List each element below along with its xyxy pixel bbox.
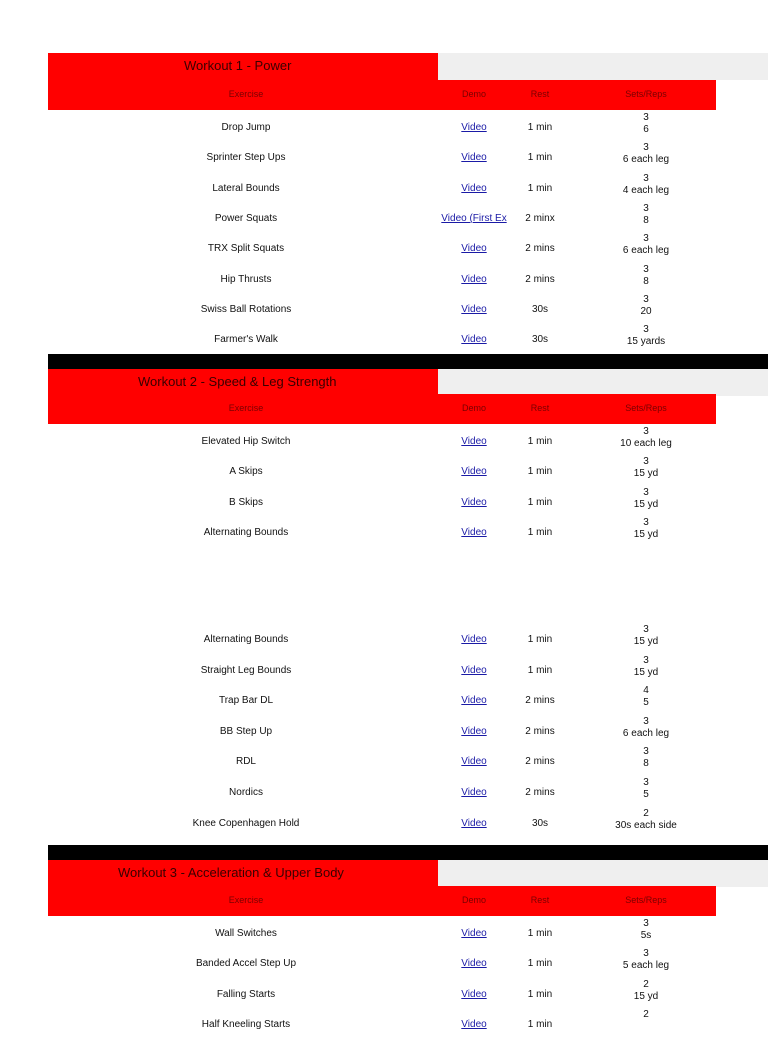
- sets-reps: [596, 112, 696, 136]
- demo-video-link[interactable]: Video (First Ex: [441, 212, 507, 224]
- workout-2-title-bar: [48, 369, 716, 396]
- table-row: [48, 1009, 716, 1039]
- sets-count: 3: [643, 293, 649, 305]
- sets-reps: [596, 685, 696, 709]
- sets-count: 3: [643, 948, 649, 960]
- reps-count: 4 each leg: [622, 184, 670, 196]
- rest-time: 1 min: [527, 466, 553, 478]
- rest-time: 1 min: [527, 664, 553, 676]
- rest-time: 30s: [531, 303, 549, 315]
- sets-reps: [596, 142, 696, 166]
- header-rest: Rest: [530, 403, 550, 413]
- sets-count: 3: [643, 624, 649, 635]
- reps-count: 6 each leg: [622, 154, 670, 166]
- sets-reps: [596, 808, 696, 832]
- rest-time: 1 min: [527, 152, 553, 164]
- sets-reps: [596, 173, 696, 197]
- sets-reps: [596, 264, 696, 288]
- table-row: [48, 685, 716, 715]
- workout-2-header: [48, 394, 716, 424]
- reps-count: 10 each leg: [620, 438, 672, 449]
- rest-time: 1 min: [527, 988, 553, 1000]
- reps-count: 6 each leg: [622, 727, 670, 739]
- reps-count: 5: [643, 697, 649, 709]
- section-divider: [48, 845, 768, 860]
- reps-count: 8: [643, 275, 649, 287]
- exercise-name: Knee Copenhagen Hold: [192, 817, 300, 829]
- sets-reps: [596, 655, 696, 679]
- sets-reps: [596, 918, 696, 942]
- sets-count: 3: [643, 324, 649, 336]
- sets-count: 3: [643, 142, 649, 154]
- sets-count: 3: [643, 263, 649, 275]
- demo-video-link[interactable]: Video: [461, 182, 487, 194]
- reps-count: 15 yd: [633, 636, 659, 647]
- rest-time: 30s: [531, 334, 549, 346]
- workout-3-header: [48, 886, 716, 916]
- exercise-name: Drop Jump: [221, 122, 271, 133]
- demo-video-link[interactable]: Video: [461, 243, 487, 255]
- table-row: [48, 979, 716, 1009]
- header-exercise: Exercise: [228, 403, 264, 413]
- workout-1-header: [48, 80, 716, 110]
- sets-reps: [596, 624, 696, 648]
- exercise-name: Trap Bar DL: [218, 695, 274, 707]
- sets-reps: [596, 1009, 696, 1021]
- exercise-name: B Skips: [229, 496, 263, 508]
- demo-video-link[interactable]: Video: [461, 988, 487, 1000]
- header-exercise: Exercise: [228, 89, 264, 99]
- header-sets: Sets/Reps: [625, 89, 667, 99]
- workout-1-title: Workout 1 - Power: [184, 58, 292, 73]
- rest-time: 2 mins: [525, 273, 555, 285]
- reps-count: 20: [640, 305, 652, 317]
- table-row: [48, 624, 716, 654]
- sets-reps: [596, 517, 696, 541]
- demo-video-link[interactable]: Video: [461, 496, 487, 508]
- rest-time: 2 mins: [525, 243, 555, 255]
- exercise-name: Swiss Ball Rotations: [200, 303, 292, 315]
- header-sets: Sets/Reps: [625, 403, 667, 413]
- reps-count: 6 each leg: [622, 245, 670, 257]
- workout-1-title-bar: [48, 53, 716, 80]
- exercise-name: Elevated Hip Switch: [201, 436, 291, 447]
- sets-count: 3: [643, 486, 649, 498]
- sets-reps: [596, 948, 696, 972]
- demo-video-link[interactable]: Video: [461, 466, 487, 478]
- reps-count: 15 yd: [633, 990, 659, 1002]
- rest-time: 1 min: [527, 496, 553, 508]
- sets-count: 2: [643, 807, 649, 819]
- sets-reps: [596, 233, 696, 257]
- reps-count: 15 yd: [633, 498, 659, 510]
- reps-count: 5s: [640, 930, 652, 941]
- sets-reps: [596, 324, 696, 348]
- sets-reps: [596, 203, 696, 227]
- table-row: [48, 655, 716, 685]
- demo-video-link[interactable]: Video: [461, 817, 487, 829]
- exercise-name: Half Kneeling Starts: [201, 1019, 291, 1031]
- header-demo: Demo: [461, 403, 486, 413]
- sets-count: 3: [643, 777, 649, 788]
- reps-count: 15 yd: [633, 468, 659, 480]
- reps-count: 8: [643, 758, 649, 770]
- sets-reps: [596, 979, 696, 1003]
- sets-count: 3: [643, 172, 649, 184]
- sets-reps: [596, 746, 696, 770]
- sets-count: 3: [643, 112, 649, 123]
- reps-count: 6: [643, 124, 649, 135]
- table-row: [48, 142, 716, 172]
- demo-video-link[interactable]: Video: [461, 756, 487, 768]
- exercise-name: Falling Starts: [216, 988, 276, 1000]
- table-row: [48, 456, 716, 486]
- demo-video-link[interactable]: Video: [461, 152, 487, 164]
- reps-count: 30s each side: [615, 819, 677, 831]
- reps-count: 5: [643, 789, 649, 800]
- exercise-name: Hip Thrusts: [220, 273, 272, 285]
- demo-video-link[interactable]: Video: [461, 436, 487, 447]
- table-row: [48, 426, 716, 456]
- table-row: [48, 746, 716, 776]
- demo-video-link[interactable]: Video: [461, 958, 487, 970]
- sets-count: 3: [643, 746, 649, 758]
- demo-video-link[interactable]: Video: [461, 725, 487, 737]
- table-row: [48, 173, 716, 203]
- reps-count: 15 yd: [633, 666, 659, 678]
- header-demo: Demo: [461, 895, 486, 905]
- table-row: [48, 294, 716, 324]
- header-demo: Demo: [461, 89, 486, 99]
- section-divider: [48, 354, 768, 369]
- table-row: [48, 777, 716, 807]
- rest-time: 1 min: [527, 958, 553, 970]
- demo-video-link[interactable]: Video: [461, 526, 487, 538]
- reps-count: 15 yd: [633, 528, 659, 540]
- sets-reps: [596, 294, 696, 318]
- rest-time: 2 mins: [525, 756, 555, 768]
- sets-count: 3: [643, 918, 649, 929]
- demo-video-link[interactable]: Video: [461, 122, 487, 133]
- exercise-name: Nordics: [229, 787, 263, 798]
- table-row: [48, 948, 716, 978]
- rest-time: 2 mins: [525, 787, 555, 798]
- rest-time: 2 minx: [525, 212, 555, 224]
- demo-video-link[interactable]: Video: [461, 303, 487, 315]
- sets-count: 3: [643, 233, 649, 245]
- reps-count: 15 yards: [626, 336, 666, 348]
- header-rest: Rest: [530, 895, 550, 905]
- sets-count: 3: [643, 202, 649, 214]
- sets-count: 3: [643, 516, 649, 528]
- sets-count: 2: [643, 978, 649, 990]
- exercise-name: Alternating Bounds: [203, 526, 289, 538]
- reps-count: 8: [643, 214, 649, 226]
- sets-reps: [596, 487, 696, 511]
- demo-video-link[interactable]: Video: [461, 1019, 487, 1031]
- exercise-name: Straight Leg Bounds: [200, 664, 292, 676]
- exercise-name: Banded Accel Step Up: [195, 958, 297, 970]
- demo-video-link[interactable]: Video: [461, 273, 487, 285]
- table-row: [48, 203, 716, 233]
- table-row: [48, 264, 716, 294]
- exercise-name: Farmer's Walk: [214, 334, 278, 346]
- sets-reps: [596, 426, 696, 450]
- sets-count: 3: [643, 456, 649, 468]
- exercise-name: Sprinter Step Ups: [206, 152, 286, 164]
- rest-time: 1 min: [527, 928, 553, 939]
- table-row: [48, 112, 716, 142]
- exercise-name: Alternating Bounds: [203, 634, 289, 645]
- sets-count: 3: [643, 715, 649, 727]
- table-row: [48, 487, 716, 517]
- workout-3-title-bar: [48, 860, 716, 887]
- header-exercise: Exercise: [228, 895, 264, 905]
- demo-video-link[interactable]: Video: [461, 928, 487, 939]
- sets-count: 2: [643, 1009, 649, 1021]
- rest-time: 1 min: [527, 634, 553, 645]
- demo-video-link[interactable]: Video: [461, 664, 487, 676]
- workout-3-title: Workout 3 - Acceleration & Upper Body: [118, 865, 344, 880]
- table-row: [48, 517, 716, 547]
- sets-reps: [596, 456, 696, 480]
- exercise-name: Power Squats: [214, 212, 278, 224]
- rest-time: 30s: [531, 817, 549, 829]
- rest-time: 1 min: [527, 122, 553, 133]
- rest-time: 1 min: [527, 526, 553, 538]
- rest-time: 2 mins: [525, 725, 555, 737]
- exercise-name: Lateral Bounds: [212, 182, 280, 194]
- exercise-name: Wall Switches: [215, 928, 277, 939]
- exercise-name: BB Step Up: [219, 725, 273, 737]
- table-row: [48, 808, 716, 838]
- demo-video-link[interactable]: Video: [461, 334, 487, 346]
- workout-2-title: Workout 2 - Speed & Leg Strength: [138, 374, 337, 389]
- sets-count: 4: [643, 685, 649, 697]
- page-bottom: [0, 624, 768, 1031]
- header-sets: Sets/Reps: [625, 895, 667, 905]
- header-rest: Rest: [530, 89, 550, 99]
- rest-time: 1 min: [527, 1019, 553, 1031]
- table-row: [48, 233, 716, 263]
- demo-video-link[interactable]: Video: [461, 634, 487, 645]
- rest-time: 2 mins: [525, 695, 555, 707]
- sets-reps: [596, 716, 696, 740]
- table-row: [48, 716, 716, 746]
- rest-time: 1 min: [527, 182, 553, 194]
- exercise-name: A Skips: [229, 466, 263, 478]
- rest-time: 1 min: [527, 436, 553, 447]
- exercise-name: TRX Split Squats: [207, 243, 285, 255]
- demo-video-link[interactable]: Video: [461, 787, 487, 798]
- exercise-name: RDL: [235, 756, 256, 768]
- reps-count: 5 each leg: [622, 960, 670, 972]
- table-row: [48, 324, 716, 354]
- sets-reps: [596, 777, 696, 801]
- sets-count: 3: [643, 426, 649, 437]
- demo-video-link[interactable]: Video: [461, 695, 487, 707]
- sets-count: 3: [643, 654, 649, 666]
- table-row: [48, 918, 716, 948]
